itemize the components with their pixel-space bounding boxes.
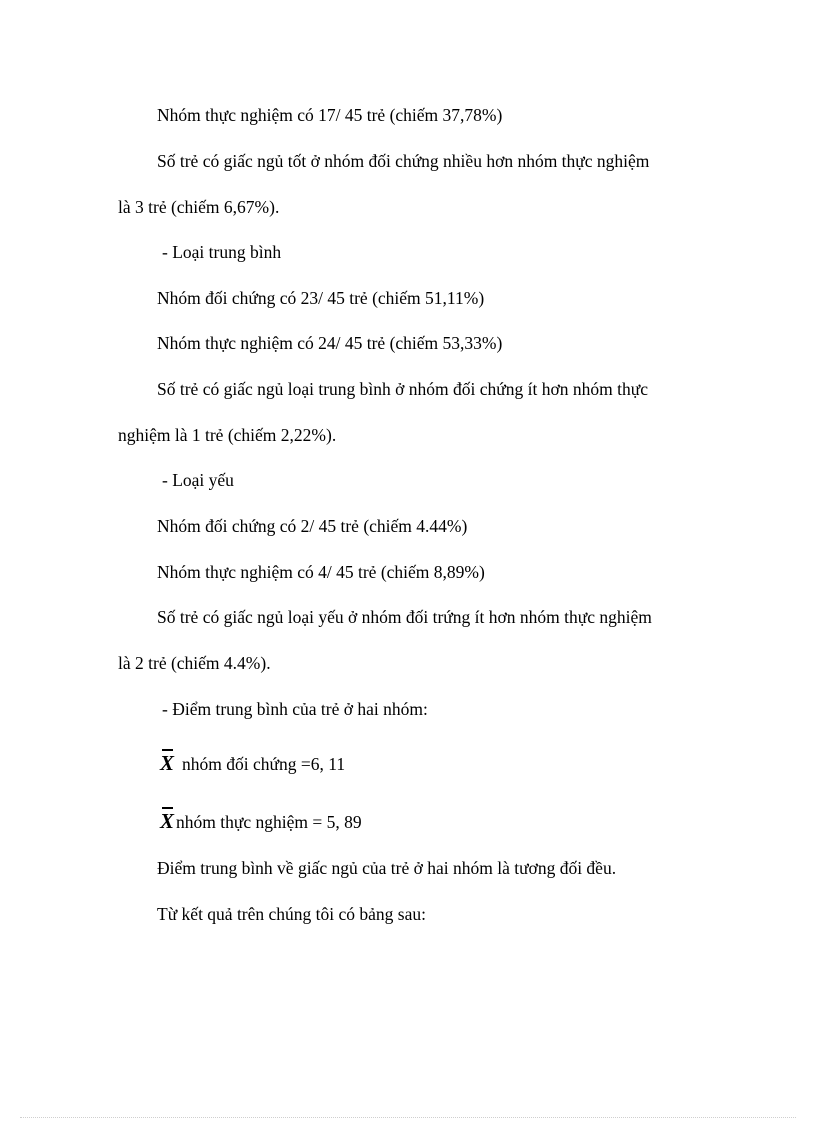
mean-control-line bbox=[160, 752, 345, 775]
paragraph-line: Nhóm thực nghiệm có 24/ 45 trẻ (chiếm 53,33%) bbox=[157, 333, 503, 353]
mean-x-bar-symbol: X bbox=[160, 809, 175, 833]
mean-control-text: nhóm đối chứng =6, 11 bbox=[182, 754, 346, 774]
paragraph-line: Nhóm thực nghiệm có 17/ 45 trẻ (chiếm 37,78%) bbox=[157, 105, 503, 125]
paragraph-line: là 3 trẻ (chiếm 6,67%). bbox=[118, 197, 280, 217]
section-heading: - Loại yếu bbox=[162, 470, 234, 490]
mean-experimental-line bbox=[160, 810, 362, 833]
mean-x-bar-symbol: X bbox=[160, 751, 175, 775]
table-intro-line: Từ kết quả trên chúng tôi có bảng sau: bbox=[157, 904, 426, 924]
paragraph-line: Số trẻ có giấc ngủ loại yếu ở nhóm đối trứng ít hơn nhóm thực nghiệm bbox=[157, 607, 652, 627]
section-heading: - Điểm trung bình của trẻ ở hai nhóm: bbox=[162, 699, 428, 719]
section-heading: - Loại trung bình bbox=[162, 242, 282, 262]
paragraph-line: Số trẻ có giấc ngủ tốt ở nhóm đối chứng nhiều hơn nhóm thực nghiệm bbox=[157, 151, 650, 171]
paragraph-line: là 2 trẻ (chiếm 4.4%). bbox=[118, 653, 271, 673]
paragraph-line: nghiệm là 1 trẻ (chiếm 2,22%). bbox=[118, 425, 337, 445]
paragraph-line: Nhóm đối chứng có 23/ 45 trẻ (chiếm 51,11%) bbox=[157, 288, 485, 308]
paragraph-line: Nhóm thực nghiệm có 4/ 45 trẻ (chiếm 8,89%) bbox=[157, 562, 485, 582]
paragraph-line: Số trẻ có giấc ngủ loại trung bình ở nhóm đối chứng ít hơn nhóm thực bbox=[157, 379, 648, 399]
conclusion-line: Điểm trung bình về giấc ngủ của trẻ ở hai nhóm là tương đối đều. bbox=[157, 858, 617, 878]
mean-experimental-text: nhóm thực nghiệm = 5, 89 bbox=[176, 812, 362, 832]
page-bottom-divider bbox=[20, 1117, 796, 1118]
paragraph-line: Nhóm đối chứng có 2/ 45 trẻ (chiếm 4.44%) bbox=[157, 516, 468, 536]
